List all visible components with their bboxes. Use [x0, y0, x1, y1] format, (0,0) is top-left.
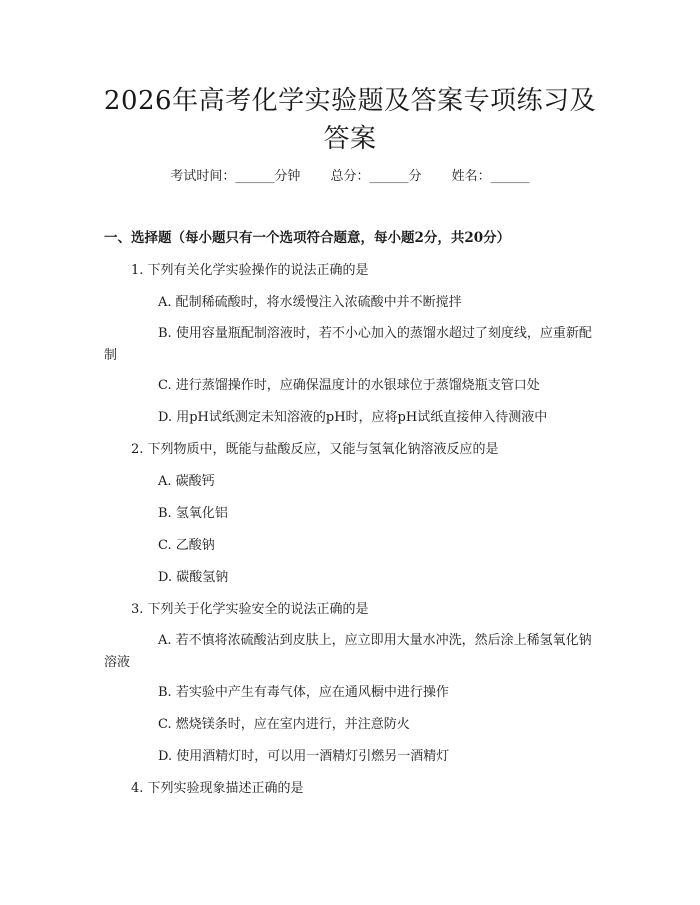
- question-stem-2: 2. 下列物质中，既能与盐酸反应，又能与氢氧化钠溶液反应的是: [131, 442, 499, 457]
- question-stem-1: 1. 下列有关化学实验操作的说法正确的是: [131, 263, 369, 278]
- question-1-option-b: B. 使用容量瓶配制溶液时，若不小心加入的蒸馏水超过了刻度线，应重新配制: [104, 326, 592, 363]
- student-name-field: 姓名：______: [451, 169, 530, 184]
- question-1-option-c: C. 进行蒸馏操作时，应确保温度计的水银球位于蒸馏烧瓶支管口处: [158, 378, 540, 393]
- exam-time-field: 考试时间：______分钟: [170, 169, 301, 184]
- section-heading-choice: 一、选择题（每小题只有一个选项符合题意，每小题2分，共20分）: [104, 230, 511, 246]
- total-score-field: 总分：______分: [330, 169, 422, 184]
- page-title: 2026年高考化学实验题及答案专项练习及答案: [103, 86, 597, 154]
- question-3-option-b: B. 若实验中产生有毒气体，应在通风橱中进行操作: [158, 685, 449, 700]
- exam-meta: [0, 167, 700, 187]
- question-2-option-c: C. 乙酸钠: [158, 538, 215, 553]
- question-2-option-a: A. 碳酸钙: [158, 474, 215, 489]
- question-stem-3: 3. 下列关于化学实验安全的说法正确的是: [131, 602, 369, 617]
- question-1-option-d: D. 用pH试纸测定未知溶液的pH时，应将pH试纸直接伸入待测液中: [158, 410, 548, 425]
- question-3-option-c: C. 燃烧镁条时，应在室内进行，并注意防火: [158, 717, 410, 732]
- question-3-option-d: D. 使用酒精灯时，可以用一酒精灯引燃另一酒精灯: [158, 749, 450, 764]
- question-1-option-a: A. 配制稀硫酸时，将水缓慢注入浓硫酸中并不断搅拌: [158, 295, 462, 310]
- question-2-option-d: D. 碳酸氢钠: [158, 570, 229, 585]
- question-2-option-b: B. 氢氧化铝: [158, 506, 228, 521]
- question-stem-4: 4. 下列实验现象描述正确的是: [131, 781, 304, 796]
- question-3-option-a: A. 若不慎将浓硫酸沾到皮肤上，应立即用大量水冲洗，然后涂上稀氢氧化钠溶液: [104, 633, 592, 670]
